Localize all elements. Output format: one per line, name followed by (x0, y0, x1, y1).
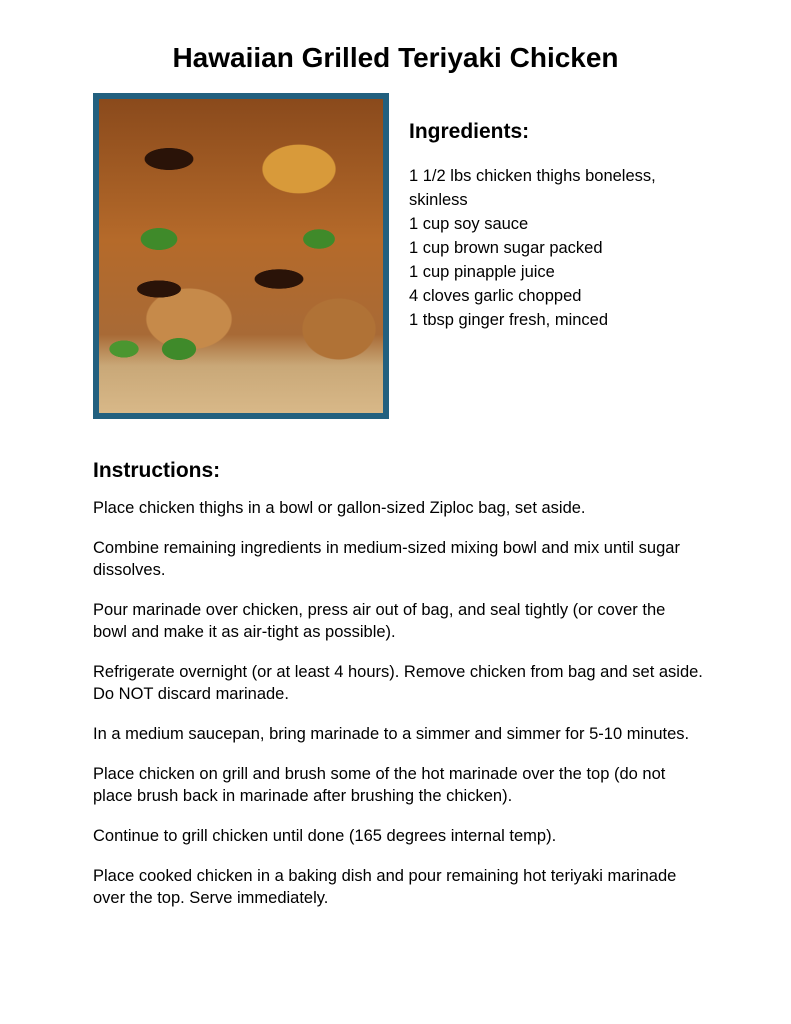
ingredient-item: 1 cup brown sugar packed (409, 239, 603, 257)
ingredient-item: 1 cup soy sauce (409, 215, 529, 233)
instruction-step: Pour marinade over chicken, press air out of bag, and seal tightly (or cover the bowl and make it as air-tight as possible). (93, 601, 666, 641)
instructions-list (93, 497, 703, 927)
ingredient-item: 4 cloves garlic chopped (409, 287, 582, 305)
instruction-step: Place cooked chicken in a baking dish and pour remaining hot teriyaki marinade over the top. Serve immediately. (93, 867, 677, 907)
ingredient-item: 1 1/2 lbs chicken thighs boneless, skinless (409, 167, 656, 209)
instruction-step: Place chicken thighs in a bowl or gallon-sized Ziploc bag, set aside. (93, 499, 586, 517)
ingredient-item: 1 tbsp ginger fresh, minced (409, 311, 609, 329)
instruction-step: Refrigerate overnight (or at least 4 hours). Remove chicken from bag and set aside. Do NOT discard marinade. (93, 663, 703, 703)
recipe-title: Hawaiian Grilled Teriyaki Chicken (172, 42, 619, 73)
instruction-step: Place chicken on grill and brush some of the hot marinade over the top (do not place brush back in marinade after brushing the chicken). (93, 765, 666, 805)
instruction-step: Combine remaining ingredients in medium-sized mixing bowl and mix until sugar dissolves. (93, 539, 680, 579)
ingredients-list (409, 164, 699, 332)
ingredient-item: 1 cup pinapple juice (409, 263, 555, 281)
instruction-step: Continue to grill chicken until done (165 degrees internal temp). (93, 827, 557, 845)
ingredients-heading: Ingredients: (409, 120, 530, 143)
instructions-heading: Instructions: (93, 459, 221, 482)
instruction-step: In a medium saucepan, bring marinade to a simmer and simmer for 5-10 minutes. (93, 725, 690, 743)
chicken-photo (93, 93, 389, 419)
